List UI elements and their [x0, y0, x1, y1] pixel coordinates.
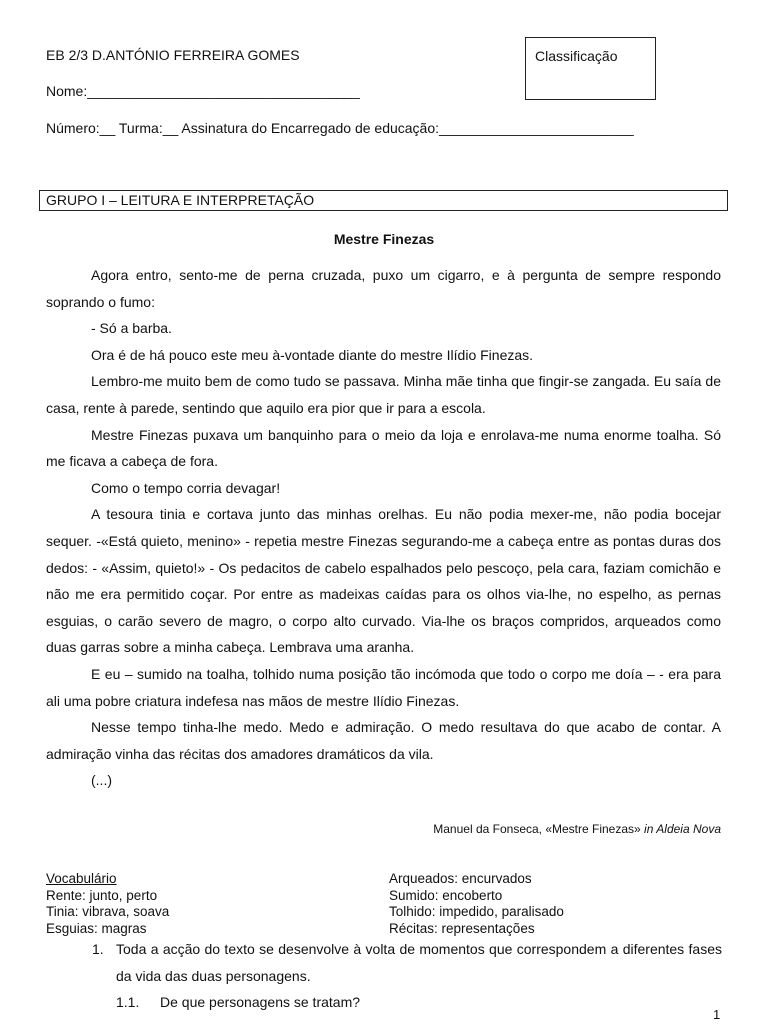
- question-1-text: Toda a acção do texto se desenvolve à volta de momentos que correspondem a diferentes fases da vida das duas personagens.: [116, 941, 722, 984]
- paragraph: Como o tempo corria devagar!: [91, 479, 281, 496]
- name-line: Nome:___________________________________: [46, 83, 360, 99]
- paragraph: Mestre Finezas puxava um banquinho para o meio da loja e enrolava-me numa enorme toalha. Só me ficava a cabeça de fora.: [46, 426, 721, 470]
- vocabulary-entry: Arqueados: encurvados: [389, 871, 532, 886]
- page-number: 1: [713, 1007, 721, 1022]
- text-source: [433, 822, 721, 836]
- paragraph: A tesoura tinia e cortava junto das minhas orelhas. Eu não podia mexer-me, não podia bocejar sequer. -«Está quieto, menino» - repetia mestre Finezas segurando-me a cabeça entre as pontas duras dos dedos: - «Assim, quieto!» - Os pedacitos de cabelo espalhados pelo pescoço, pela cara, faziam comichão e não me era permitido coçar. Por entre as madeixas caídas para os olhos via-lhe, no espelho, as pernas esguias, o carão severo de magro, o corpo alto curvado. Via-lhe os braços compridos, arqueados como duas garras sobre a minha cabeça. Lembrava uma aranha.: [46, 506, 721, 656]
- paragraph: E eu – sumido na toalha, tolhido numa posição tão incómoda que todo o corpo me doía – - era para ali uma pobre criatura indefesa nas mãos de mestre Ilídio Finezas.: [46, 665, 721, 709]
- paragraph: (...): [91, 772, 112, 789]
- reading-text: [46, 262, 721, 794]
- school-name: EB 2/3 D.ANTÓNIO FERREIRA GOMES: [46, 47, 300, 63]
- number-class-signature-line: Número:__ Turma:__ Assinatura do Encarregado de educação:_________________________: [46, 120, 634, 136]
- question-1-1: [116, 989, 722, 1016]
- classification-box: [525, 37, 656, 100]
- source-author-title: Manuel da Fonseca, «Mestre Finezas»: [433, 822, 641, 836]
- vocabulary-entry: Esguias: magras: [46, 920, 147, 936]
- question-1: 1. Toda a acção do texto se desenvolve à volta de momentos que correspondem a diferentes fases da vida das duas personagens.: [116, 936, 722, 989]
- vocabulary-entry: Sumido: encoberto: [389, 887, 503, 903]
- paragraph: Ora é de há pouco este meu à-vontade diante do mestre Ilídio Finezas.: [91, 346, 534, 363]
- paragraph: Nesse tempo tinha-lhe medo. Medo e admiração. O medo resultava do que acabo de contar. A admiração vinha das récitas dos amadores dramáticos da vila.: [46, 719, 721, 762]
- vocabulary-entry: Tinia: vibrava, soava: [46, 904, 170, 919]
- vocabulary-heading: Vocabulário: [46, 871, 117, 886]
- vocabulary-entry: Récitas: representações: [389, 920, 535, 936]
- source-book: in Aldeia Nova: [640, 822, 721, 836]
- question-1-1-number: 1.1.: [116, 994, 140, 1011]
- vocabulary-entry: Rente: junto, perto: [46, 887, 158, 903]
- classification-label: Classificação: [535, 48, 618, 64]
- vocabulary-left-column: [46, 871, 169, 937]
- vocabulary-right-column: [389, 871, 564, 937]
- group-heading: GRUPO I – LEITURA E INTERPRETAÇÃO: [39, 190, 728, 211]
- paragraph: - Só a barba.: [91, 320, 172, 337]
- vocabulary-entry: Tolhido: impedido, paralisado: [389, 904, 564, 919]
- paragraph: Lembro-me muito bem de como tudo se passava. Minha mãe tinha que fingir-se zangada. Eu saía de casa, rente à parede, sentindo que aquilo era pior que ir para a escola.: [46, 373, 721, 416]
- text-title: Mestre Finezas: [333, 231, 435, 247]
- question-1-1-text: De que personagens se tratam?: [160, 994, 361, 1011]
- questions: [92, 936, 722, 1016]
- paragraph: Agora entro, sento-me de perna cruzada, puxo um cigarro, e à pergunta de sempre respondo soprando o fumo:: [46, 267, 721, 310]
